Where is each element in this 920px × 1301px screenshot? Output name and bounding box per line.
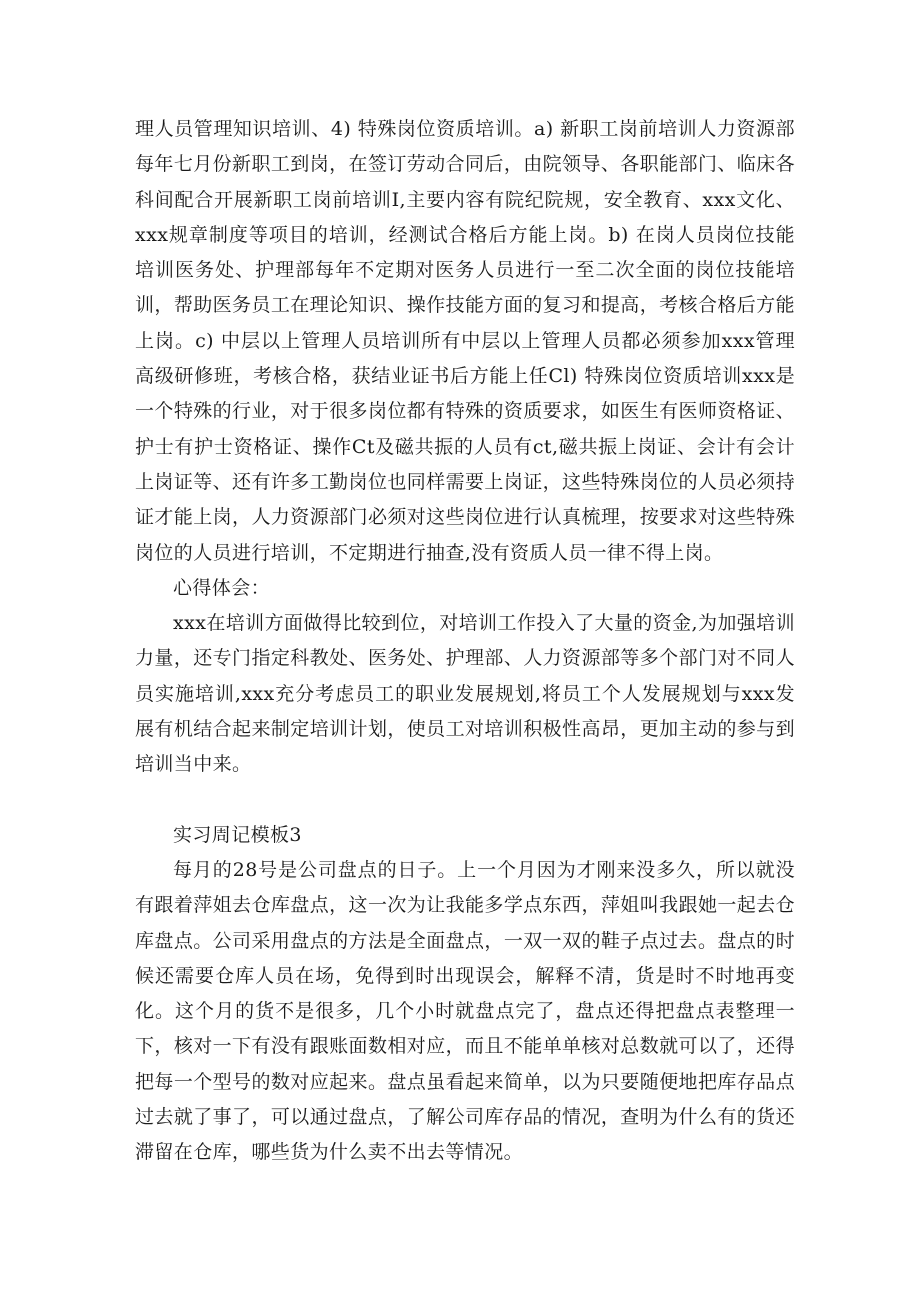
document-body (135, 112, 795, 1171)
heading-weekly-journal: 实习周记模板3 (173, 823, 302, 846)
heading-reflections: 心得体会： (173, 576, 271, 599)
paragraph-training-types: 理人员管理知识培训、4) 特殊岗位资质培训。a) 新职工岗前培训人力资源部每年七月份新职工到岗，在签订劳动合同后，由院领导、各职能部门、临床各科间配合开展新职工岗前培训I,主要内容有院纪院规，安全教育、xxx文化、xxx规章制度等项目的培训，经测试合格后方能上岗。b) 在岗人员岗位技能培训医务处、护理部每年不定期对医务人员进行一至二次全面的岗位技能培训，帮助医务员工在理论知识、操作技能方面的复习和提高，考核合格后方能上岗。c) 中层以上管理人员培训所有中层以上管理人员都必须参加xxx管理高级研修班，考核合格，获结业证书后方能上任Cl) 特殊岗位资质培训xxx是一个特殊的行业，对于很多岗位都有特殊的资质要求，如医生有医师资格证、护士有护士资格证、操作Ct及磁共振的人员有ct,磁共振上岗证、会计有会计上岗证等、还有许多工勤岗位也同样需要上岗证，这些特殊岗位的人员必须持证才能上岗，人力资源部门必须对这些岗位进行认真梳理，按要求对这些特殊岗位的人员进行培训，不定期进行抽查,没有资质人员一律不得上岗。 (135, 118, 795, 564)
paragraph-reflections: xxx在培训方面做得比较到位，对培训工作投入了大量的资金,为加强培训力量，还专门指定科教处、医务处、护理部、人力资源部等多个部门对不同人员实施培训,xxx充分考虑员工的职业发展规划,将员工个人发展规划与xxx发展有机结合起来制定培训计划，使员工对培训积极性高昂，更加主动的参与到培训当中来。 (135, 612, 795, 776)
paragraph-inventory: 每月的28号是公司盘点的日子。上一个月因为才刚来没多久，所以就没有跟着萍姐去仓库盘点，这一次为让我能多学点东西，萍姐叫我跟她一起去仓库盘点。公司采用盘点的方法是全面盘点，一双一双的鞋子点过去。盘点的时候还需要仓库人员在场，免得到时出现误会，解释不清，货是时不时地再变化。这个月的货不是很多，几个小时就盘点完了，盘点还得把盘点表整理一下，核对一下有没有跟账面数相对应，而且不能单单核对总数就可以了，还得把每一个型号的数对应起来。盘点虽看起来简单，以为只要随便地把库存品点过去就了事了，可以通过盘点，了解公司库存品的情况，查明为什么有的货还滞留在仓库，哪些货为什么卖不出去等情况。 (135, 858, 795, 1164)
section-spacer (135, 783, 795, 818)
